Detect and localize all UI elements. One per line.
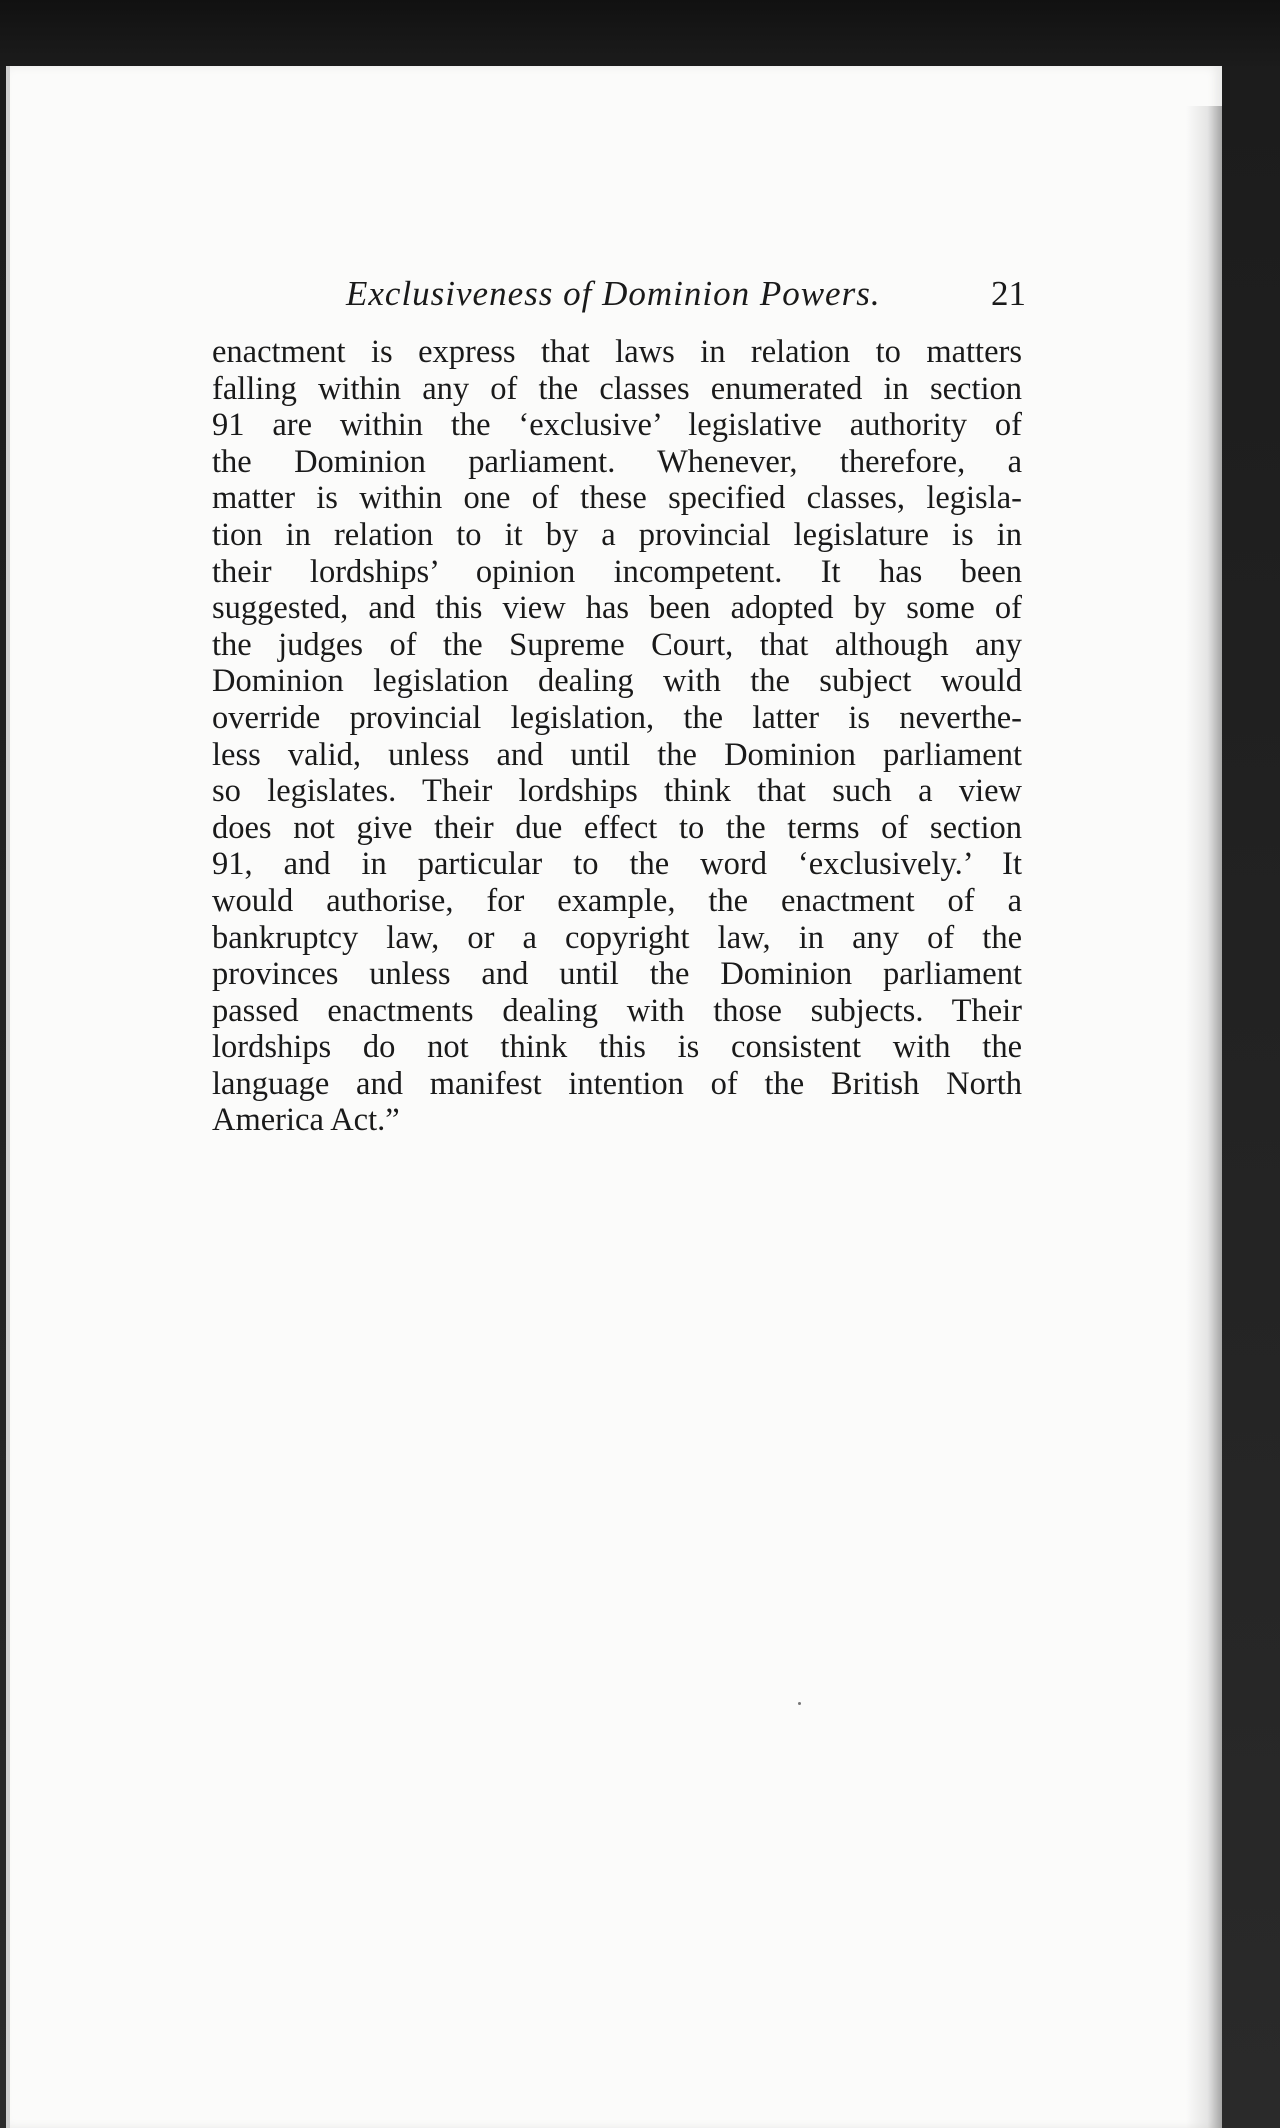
text-line: falling within any of the classes enumerated in section: [212, 370, 1022, 407]
text-line: language and manifest intention of the British North: [212, 1065, 1022, 1102]
text-line: less valid, unless and until the Dominion parliament: [212, 736, 1022, 773]
text-line: suggested, and this view has been adopted by some of: [212, 590, 1022, 627]
text-line: provinces unless and until the Dominion parliament: [212, 956, 1022, 993]
text-line: does not give their due effect to the terms of section: [212, 809, 1022, 846]
text-line: lordships do not think this is consistent with the: [212, 1029, 1022, 1066]
text-line: Dominion legislation dealing with the subject would: [212, 663, 1022, 700]
page-edge-shadow: [1186, 106, 1222, 2128]
text-line: 91, and in particular to the word ‘exclusively.’ It: [212, 846, 1022, 883]
text-line: enactment is express that laws in relation to matters: [212, 334, 1022, 370]
text-line: the Dominion parliament. Whenever, therefore, a: [212, 443, 1022, 480]
text-line: the judges of the Supreme Court, that although any: [212, 626, 1022, 663]
text-line: matter is within one of these specified classes, legisla-: [212, 480, 1022, 517]
text-line: 91 are within the ‘exclusive’ legislative authority of: [212, 407, 1022, 444]
text-line: so legislates. Their lordships think that such a view: [212, 773, 1022, 810]
text-line: tion in relation to it by a provincial legislature is in: [212, 516, 1022, 553]
running-header: [346, 262, 1026, 322]
text-line: passed enactments dealing with those subjects. Their: [212, 992, 1022, 1029]
body-paragraph: [212, 334, 1022, 1139]
running-title: Exclusiveness of Dominion Powers.: [346, 274, 881, 313]
text-line: bankruptcy law, or a copyright law, in any of the: [212, 919, 1022, 956]
text-line: would authorise, for example, the enactment of a: [212, 882, 1022, 919]
text-line: override provincial legislation, the latter is neverthe-: [212, 699, 1022, 736]
scan-speck: [798, 1702, 801, 1705]
page-number: 21: [991, 274, 1026, 313]
text-line-last: America Act.”: [212, 1102, 400, 1139]
text-line: their lordships’ opinion incompetent. It has been: [212, 553, 1022, 590]
